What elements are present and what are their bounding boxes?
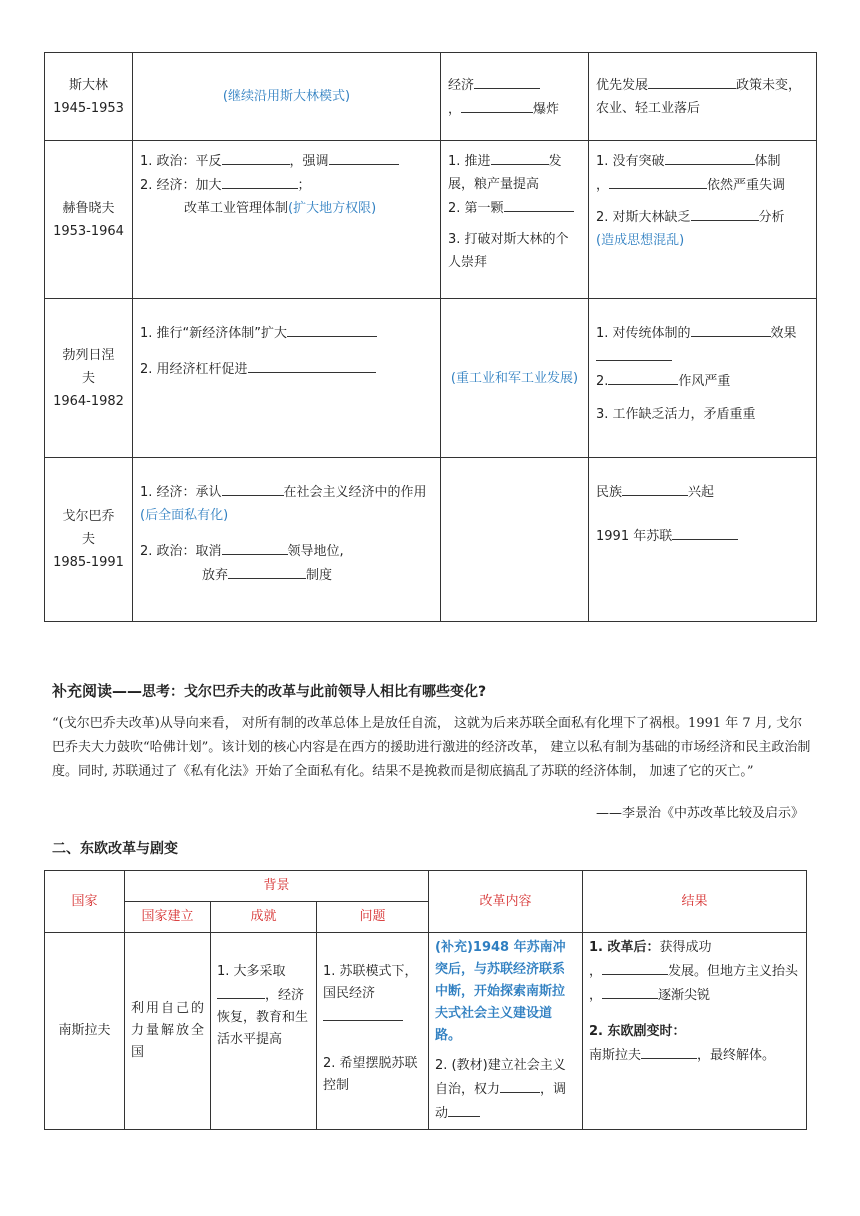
leader-name: 戈尔巴乔夫 — [62, 508, 115, 547]
text: 1. 改革后： — [589, 940, 660, 955]
achievement-cell — [441, 53, 589, 141]
leader-years: 1985-1991 — [53, 554, 124, 570]
problem-cell — [589, 53, 817, 141]
text: 逐渐尖锐 — [658, 988, 711, 1003]
annotation: (继续沿用斯大林模式) — [222, 89, 351, 105]
text: 效果 — [770, 326, 797, 342]
reading-title: 补充阅读—— — [52, 682, 143, 700]
reading-question: 思考：戈尔巴乔夫的改革与此前领导人相比有哪些变化? — [142, 684, 487, 700]
text: 1. 经济：承认 — [140, 484, 222, 500]
text: ， — [596, 178, 610, 194]
blank — [248, 357, 376, 373]
text: 2. 用经济杠杆促进 — [140, 362, 248, 378]
text: 1. 大多采取 — [217, 964, 286, 979]
leader-name: 勃列日涅夫 — [62, 347, 115, 386]
achievement-cell — [441, 457, 589, 621]
text: ， — [448, 101, 462, 117]
blank — [448, 1101, 480, 1117]
result-cell — [583, 933, 807, 1130]
blank — [222, 173, 298, 189]
problem-cell — [589, 141, 817, 299]
text: 2. 政治：取消 — [140, 543, 222, 559]
text: 改革工业管理体制 — [184, 201, 289, 217]
leader-cell — [45, 299, 133, 457]
country-cell: 南斯拉夫 — [45, 933, 125, 1130]
text: 放弃 — [202, 567, 229, 583]
blank — [500, 1077, 540, 1093]
politics-cell — [133, 299, 441, 457]
text: ； — [297, 178, 311, 194]
text: 1. 推行“新经济体制”扩大 — [140, 326, 288, 342]
reform-cell — [429, 933, 583, 1130]
text: 2. (教材)建立社会主义自治，权力 — [435, 1058, 566, 1097]
text: ， — [589, 988, 603, 1003]
header-achievement: 成就 — [211, 902, 317, 933]
header-result: 结果 — [583, 871, 807, 933]
text: ，调动 — [435, 1082, 567, 1121]
blank — [491, 149, 549, 165]
text: 依然严重失调 — [707, 178, 786, 194]
header-reform: 改革内容 — [429, 871, 583, 933]
blank — [323, 1005, 403, 1021]
text: 获得成功 — [659, 940, 712, 955]
blank — [602, 959, 668, 975]
blank — [474, 73, 540, 89]
text: 制度 — [306, 567, 333, 583]
blank — [608, 369, 678, 385]
blank — [222, 539, 288, 555]
blank — [641, 1043, 697, 1059]
text: 1. 推进 — [448, 154, 491, 170]
blank — [217, 983, 265, 999]
eastern-europe-table — [44, 870, 807, 1130]
leader-name: 赫鲁晓夫 — [62, 200, 115, 216]
blank — [329, 149, 399, 165]
blank — [665, 149, 755, 165]
text: 2. 第一颗 — [448, 201, 504, 217]
problem-cell — [317, 933, 429, 1130]
leader-years: 1953-1964 — [53, 223, 124, 239]
header-background: 背景 — [125, 871, 429, 902]
blank — [461, 97, 533, 113]
leader-name: 斯大林 — [68, 77, 108, 93]
reading-heading — [52, 680, 486, 701]
text: 2. 对斯大林缺乏 — [596, 210, 691, 226]
text: 1. 苏联模式下，国民经济 — [323, 964, 418, 1001]
politics-cell — [133, 141, 441, 299]
text: 南斯拉夫 — [589, 1048, 642, 1063]
reading-paragraph: “(戈尔巴乔夫改革)从导向来看， 对所有制的改革总体上是放任自流， 这就为后来苏联全面私有化埋下了祸根。1991 年 7 月, 戈尔巴乔夫大力鼓吹“哈佛计划”。该计划的核心内容是在西方的援助进行激进的经济改革， 建立以私有制为基础的市场经济和民主政治制度。同时, 苏联通过了《私有化法》开始了全面私有化。结果不是挽救而是彻底搞乱了苏联的经济体制， 加速了它的灭亡。” — [52, 716, 811, 779]
text: 发展。但地方主义抬头 — [668, 964, 799, 979]
text: 民族 — [596, 484, 623, 500]
text: 政策未变，农业、轻工业落后 — [596, 78, 802, 117]
leader-years: 1945-1953 — [53, 100, 124, 116]
blank — [228, 563, 306, 579]
blank — [504, 196, 574, 212]
blank — [672, 524, 738, 540]
blank — [222, 149, 290, 165]
text: 爆炸 — [533, 101, 560, 117]
text: 优先发展 — [596, 78, 649, 94]
leaders-reform-table — [44, 52, 817, 622]
achievement-cell — [441, 141, 589, 299]
leader-cell — [45, 53, 133, 141]
leader-cell — [45, 457, 133, 621]
reading-citation: ——李景治《中苏改革比较及启示》 — [595, 806, 804, 821]
annotation: (后全面私有化) — [140, 507, 229, 523]
text: 兴起 — [688, 484, 715, 500]
annotation: (重工业和军工业发展) — [450, 370, 579, 386]
blank — [648, 73, 736, 89]
problem-cell — [589, 457, 817, 621]
text: ，经济恢复，教育和生活水平提高 — [217, 988, 309, 1047]
text: 分析 — [758, 210, 785, 226]
blank — [287, 321, 377, 337]
text: 1991 年苏联 — [596, 528, 673, 544]
text: 在社会主义经济中的作用 — [283, 484, 427, 500]
text: 3. 工作缺乏活力，矛盾重重 — [596, 407, 756, 423]
text: 2. — [596, 374, 609, 390]
text: ，最终解体。 — [697, 1048, 776, 1063]
problem-cell — [589, 299, 817, 457]
text: 2. 经济：加大 — [140, 178, 222, 194]
blank — [691, 205, 759, 221]
achievement-cell — [211, 933, 317, 1130]
achievement-cell — [441, 299, 589, 457]
text: 2. 希望摆脱苏联控制 — [323, 1056, 418, 1093]
text: ， — [589, 964, 603, 979]
header-founding: 国家建立 — [125, 902, 211, 933]
annotation: (补充)1948 年苏南冲突后，与苏联经济联系中断，开始探索南斯拉夫式社会主义建设道路。 — [435, 940, 566, 1043]
text: 经济 — [448, 77, 475, 93]
blank — [609, 173, 707, 189]
text: 2. 东欧剧变时： — [589, 1024, 686, 1039]
annotation: (造成思想混乱) — [596, 233, 685, 249]
text: ，强调 — [289, 154, 329, 170]
politics-cell — [133, 53, 441, 141]
text: 1. 对传统体制的 — [596, 326, 691, 342]
text: 作风严重 — [678, 374, 731, 390]
text: 发展，粮产量提高 — [448, 154, 562, 193]
leader-years: 1964-1982 — [53, 393, 124, 409]
blank — [602, 983, 658, 999]
founding-cell: 利用自己的力量解放全国 — [125, 933, 211, 1130]
politics-cell — [133, 457, 441, 621]
blank — [622, 480, 688, 496]
section-2-title: 二、东欧改革与剧变 — [52, 841, 178, 857]
text: 1. 政治：平反 — [140, 154, 222, 170]
text: 3. 打破对斯大林的个人崇拜 — [448, 232, 569, 271]
blank — [222, 480, 284, 496]
text: 1. 没有突破 — [596, 154, 665, 170]
text: 体制 — [754, 154, 781, 170]
header-problem: 问题 — [317, 902, 429, 933]
text: 领导地位, — [287, 543, 344, 559]
leader-cell — [45, 141, 133, 299]
blank — [691, 321, 771, 337]
header-country: 国家 — [45, 871, 125, 933]
blank — [596, 345, 672, 361]
annotation: (扩大地方权限) — [288, 201, 377, 217]
